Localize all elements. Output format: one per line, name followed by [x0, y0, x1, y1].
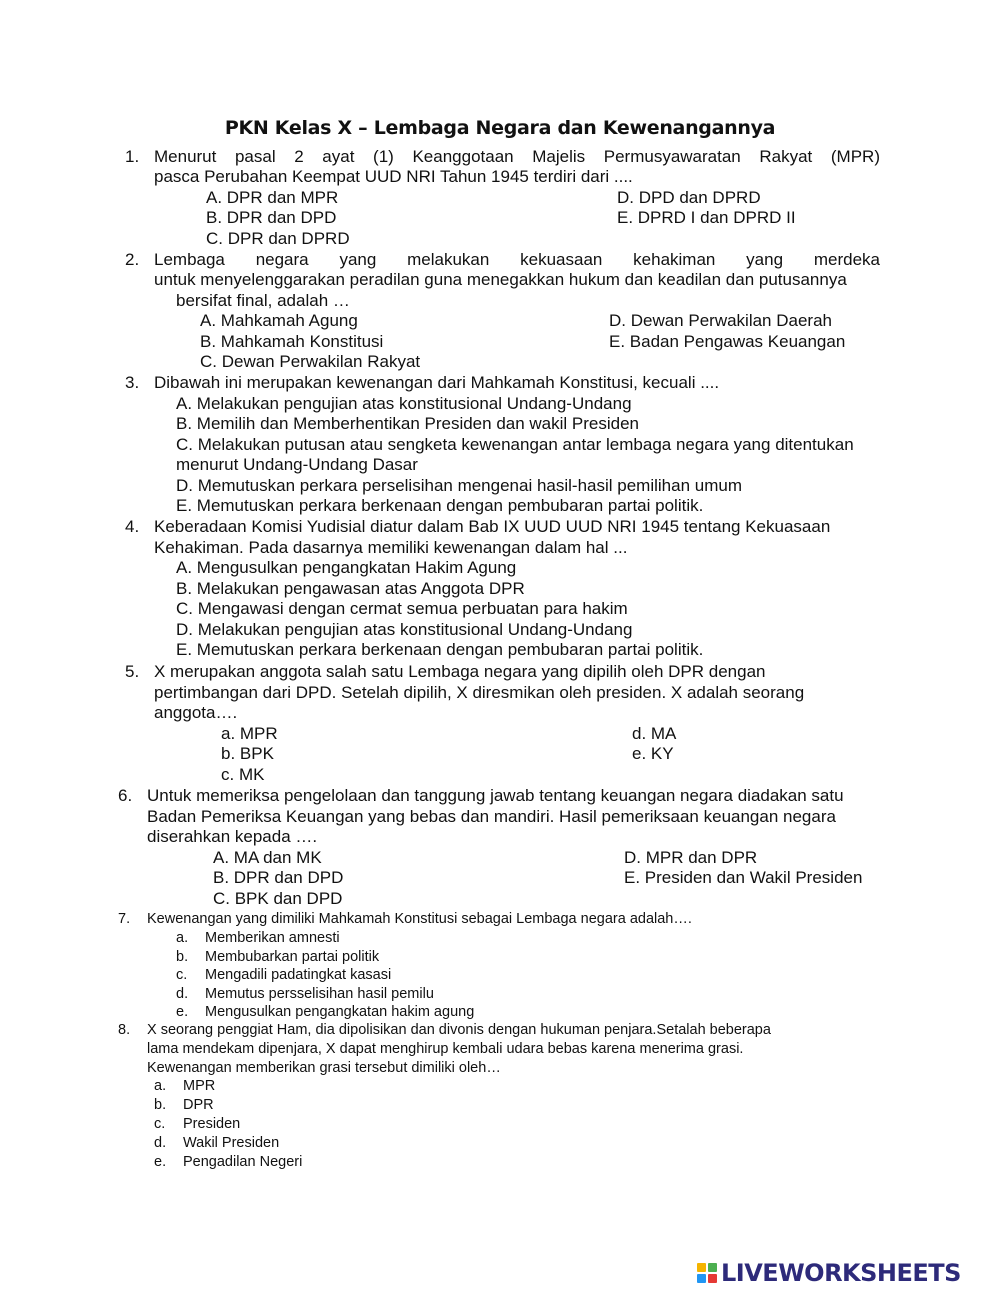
- question-number: 6.: [118, 786, 133, 805]
- option-label: d.: [154, 1135, 167, 1151]
- option-a[interactable]: A. DPR dan MPR: [206, 188, 339, 207]
- option-c[interactable]: C. Dewan Perwakilan Rakyat: [200, 352, 421, 371]
- option-a[interactable]: A. MA dan MK: [213, 848, 322, 867]
- question-text: Kewenangan yang dimiliki Mahkamah Konstitusi sebagai Lembaga negara adalah….: [147, 911, 692, 927]
- question-number: 4.: [125, 517, 140, 536]
- option-b[interactable]: b. BPK: [221, 744, 274, 763]
- option-c-continued: menurut Undang-Undang Dasar: [176, 455, 418, 474]
- option-d[interactable]: d. MA: [632, 724, 677, 743]
- option-a[interactable]: A. Melakukan pengujian atas konstitusional Undang-Undang: [176, 394, 632, 413]
- option-b[interactable]: B. DPR dan DPD: [213, 868, 344, 887]
- option-a[interactable]: A. Mahkamah Agung: [200, 311, 358, 330]
- question-text: pertimbangan dari DPD. Setelah dipilih, X diresmikan oleh presiden. X adalah seorang: [154, 683, 805, 702]
- option-d[interactable]: Wakil Presiden: [183, 1135, 280, 1151]
- question-text: anggota….: [154, 703, 238, 722]
- option-e[interactable]: e. KY: [632, 744, 674, 763]
- page-title: PKN Kelas X – Lembaga Negara dan Kewenangannya: [224, 117, 776, 139]
- option-d[interactable]: D. Melakukan pengujian atas konstitusional Undang-Undang: [176, 620, 633, 639]
- option-label: e.: [176, 1004, 189, 1020]
- logo-text: LIVEWORKSHEETS: [721, 1259, 961, 1287]
- question-number: 3.: [125, 373, 140, 392]
- question-text: Kehakiman. Pada dasarnya memiliki kewenangan dalam hal ...: [154, 538, 628, 557]
- question-text: Dibawah ini merupakan kewenangan dari Mahkamah Konstitusi, kecuali ....: [154, 373, 720, 392]
- option-d[interactable]: D. MPR dan DPR: [624, 848, 758, 867]
- option-e[interactable]: E. DPRD I dan DPRD II: [617, 208, 796, 227]
- question-text: bersifat final, adalah …: [176, 291, 350, 310]
- question-text: Lembaga negara yang melakukan kekuasaan kehakiman yang merdeka: [154, 250, 880, 269]
- question-number: 2.: [125, 250, 140, 269]
- option-e[interactable]: E. Memutuskan perkara berkenaan dengan pembubaran partai politik.: [176, 496, 704, 515]
- logo-square: [708, 1263, 717, 1272]
- liveworksheets-icon: [697, 1263, 717, 1283]
- question-number: 8.: [118, 1022, 131, 1038]
- logo-square: [708, 1274, 717, 1283]
- question-text: diserahkan kepada ….: [147, 827, 318, 846]
- logo-square: [697, 1263, 706, 1272]
- option-label: c.: [176, 967, 188, 983]
- option-b[interactable]: Membubarkan partai politik: [205, 949, 380, 965]
- option-b[interactable]: B. Mahkamah Konstitusi: [200, 332, 384, 351]
- option-label: b.: [154, 1097, 167, 1113]
- question-text: Badan Pemeriksa Keuangan yang bebas dan mandiri. Hasil pemeriksaan keuangan negara: [147, 807, 836, 826]
- option-c[interactable]: C. DPR dan DPRD: [206, 229, 350, 248]
- option-a[interactable]: A. Mengusulkan pengangkatan Hakim Agung: [176, 558, 517, 577]
- option-b[interactable]: DPR: [183, 1097, 214, 1113]
- option-a[interactable]: a. MPR: [221, 724, 278, 743]
- question-text: Keberadaan Komisi Yudisial diatur dalam Bab IX UUD UUD NRI 1945 tentang Kekuasaan: [154, 517, 831, 536]
- option-a[interactable]: MPR: [183, 1078, 216, 1094]
- option-b[interactable]: B. Memilih dan Memberhentikan Presiden dan wakil Presiden: [176, 414, 640, 433]
- option-label: a.: [154, 1078, 167, 1094]
- question-text: Menurut pasal 2 ayat (1) Keanggotaan Majelis Permusyawaratan Rakyat (MPR): [154, 147, 880, 166]
- question-text: pasca Perubahan Keempat UUD NRI Tahun 1945 terdiri dari ....: [154, 167, 633, 186]
- option-c[interactable]: C. Melakukan putusan atau sengketa kewenangan antar lembaga negara yang ditentukan: [176, 435, 854, 454]
- question-text: X merupakan anggota salah satu Lembaga negara yang dipilih oleh DPR dengan: [154, 662, 766, 681]
- question-text: Kewenangan memberikan grasi tersebut dimiliki oleh…: [147, 1060, 501, 1076]
- option-a[interactable]: Memberikan amnesti: [205, 930, 340, 946]
- liveworksheets-logo[interactable]: [697, 1258, 961, 1288]
- option-b[interactable]: B. Melakukan pengawasan atas Anggota DPR: [176, 579, 525, 598]
- option-d[interactable]: D. Memutuskan perkara perselisihan mengenai hasil-hasil pemilihan umum: [176, 476, 742, 495]
- question-number: 7.: [118, 911, 131, 927]
- option-c[interactable]: c. MK: [221, 765, 265, 784]
- question-text: Untuk memeriksa pengelolaan dan tanggung jawab tentang keuangan negara diadakan satu: [147, 786, 844, 805]
- question-text: X seorang penggiat Ham, dia dipolisikan dan divonis dengan hukuman penjara.Setalah beberapa: [147, 1022, 771, 1038]
- question-number: 1.: [125, 147, 140, 166]
- option-c[interactable]: Presiden: [183, 1116, 241, 1132]
- option-label: b.: [176, 949, 189, 965]
- option-d[interactable]: Memutus persselisihan hasil pemilu: [205, 986, 434, 1002]
- option-d[interactable]: D. Dewan Perwakilan Daerah: [609, 311, 832, 330]
- option-d[interactable]: D. DPD dan DPRD: [617, 188, 761, 207]
- logo-square: [697, 1274, 706, 1283]
- option-b[interactable]: B. DPR dan DPD: [206, 208, 337, 227]
- question-text: untuk menyelenggarakan peradilan guna menegakkan hukum dan keadilan dan putusannya: [154, 270, 847, 289]
- question-number: 5.: [125, 662, 140, 681]
- option-label: d.: [176, 986, 189, 1002]
- option-c[interactable]: C. Mengawasi dengan cermat semua perbuatan para hakim: [176, 599, 628, 618]
- option-label: c.: [154, 1116, 166, 1132]
- option-c[interactable]: Mengadili padatingkat kasasi: [205, 967, 392, 983]
- option-label: e.: [154, 1154, 167, 1170]
- option-label: a.: [176, 930, 189, 946]
- option-e[interactable]: E. Badan Pengawas Keuangan: [609, 332, 846, 351]
- option-e[interactable]: E. Presiden dan Wakil Presiden: [624, 868, 863, 887]
- option-e[interactable]: E. Memutuskan perkara berkenaan dengan pembubaran partai politik.: [176, 640, 704, 659]
- option-e[interactable]: Mengusulkan pengangkatan hakim agung: [205, 1004, 475, 1020]
- option-e[interactable]: Pengadilan Negeri: [183, 1154, 303, 1170]
- question-text: lama mendekam dipenjara, X dapat menghirup kembali udara bebas karena menerima grasi.: [147, 1041, 744, 1057]
- option-c[interactable]: C. BPK dan DPD: [213, 889, 343, 908]
